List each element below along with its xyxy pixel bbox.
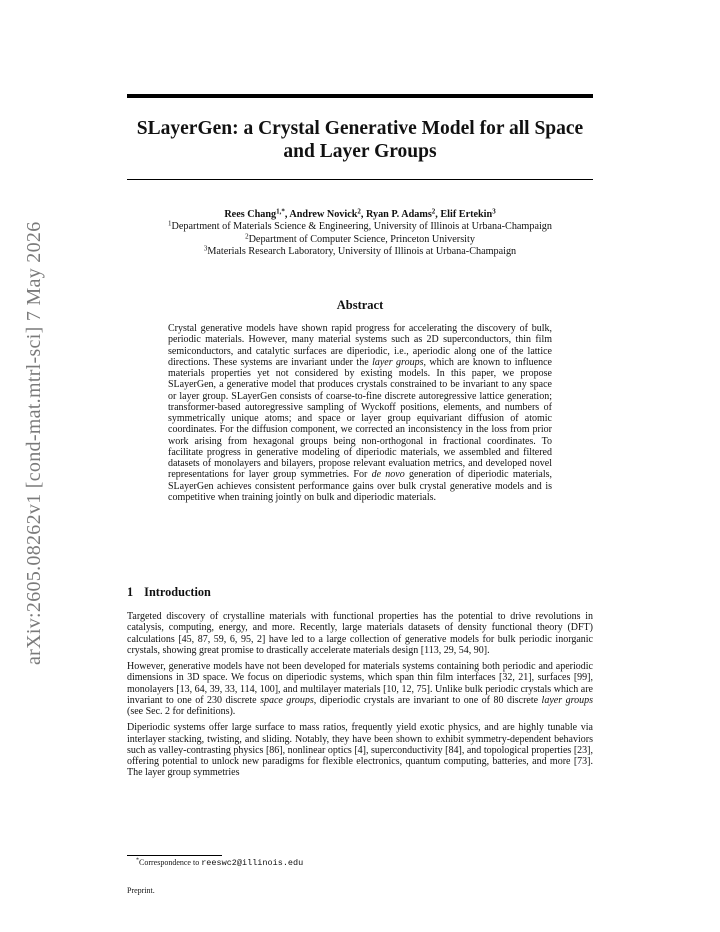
footnote — [136, 858, 303, 868]
affiliation-text: Materials Research Laboratory, University of Illinois at Urbana-Champaign — [207, 246, 517, 258]
title-bottom-rule — [127, 179, 593, 180]
body-paragraph — [127, 661, 593, 717]
affiliation-sup: 2 — [245, 232, 249, 241]
footnote-email[interactable]: reeswc2@illinois.edu — [201, 858, 304, 868]
abstract-heading: Abstract — [336, 298, 384, 312]
author-name: Elif Ertekin — [440, 209, 493, 220]
section-heading — [127, 585, 211, 600]
affiliation — [110, 246, 610, 258]
abstract-italic: layer groups — [372, 356, 424, 368]
author-sup: 2 — [431, 207, 436, 216]
section-number: 1 — [127, 585, 134, 599]
paper-title: SLayerGen: a Crystal Generative Model for all Space and Layer Groups — [136, 118, 584, 162]
author-block — [110, 209, 610, 259]
preprint-label: Preprint. — [127, 886, 155, 895]
author-name: Rees Chang — [224, 209, 277, 220]
section-body — [127, 611, 593, 784]
body-paragraph: Diperiodic systems offer large surface to mass ratios, frequently yield exotic physics, and are highly tunable via interlayer stacking, twisting, and sliding. Notably, they have been shown to exhibit symmetry-dependent behaviors such as valley-contrasting physics [86], nonlinear optics [4], superconductivity [84], and topological properties [23], offering potential to unlock new paradigms for flexible electronics, quantum computing, batteries, and more [73]. The layer group symmetries — [127, 722, 593, 779]
author-name: Ryan P. Adams — [366, 209, 432, 220]
body-text: However, generative models have not been developed for materials systems containing both periodic and aperiodic dimensions in 3D space. We focus on diperiodic systems, which span thin film interfaces [32, 21], surfaces [99], monolayers [13, 64, 39, 33, 114, 100], and multilayer materials [10, 12, 75]. Unlike bulk periodic crystals which are invariant to one of 230 discrete — [127, 661, 593, 706]
footnote-text: Correspondence to — [139, 858, 202, 867]
author-sup: 3 — [492, 207, 496, 216]
affiliation — [110, 221, 610, 233]
body-text: (see Sec. 2 for definitions). — [127, 706, 236, 717]
affiliation-text: Department of Computer Science, Princeton University — [248, 233, 475, 245]
abstract-italic: de novo — [371, 469, 405, 481]
affiliation-sup: 3 — [203, 244, 208, 253]
abstract-body — [168, 323, 552, 503]
author-sup: 1,* — [276, 207, 285, 216]
affiliation-text: Department of Materials Science & Engineering, University of Illinois at Urbana-Champaign — [171, 221, 552, 233]
title-top-rule — [127, 94, 593, 98]
body-text: , diperiodic crystals are invariant to one of 80 discrete — [313, 694, 542, 706]
author-sup: 2 — [357, 207, 361, 216]
affiliation-sup: 1 — [167, 219, 172, 228]
body-paragraph: Targeted discovery of crystalline materials with functional properties has the potential to drive revolutions in catalysis, computing, energy, and more. Recently, large materials datasets of density functional theory (DFT) calculations [45, 87, 59, 6, 95, 2] have led to a large collection of generative models for bulk periodic inorganic crystals, showing great promise to drastically accelerate materials design [113, 29, 54, 90]. — [127, 611, 593, 656]
affiliation — [110, 234, 610, 246]
footnote-rule — [127, 855, 222, 856]
abstract-paragraph — [168, 323, 552, 503]
author-name: Andrew Novick — [289, 209, 358, 220]
body-italic: space groups — [260, 694, 314, 706]
abstract-text: Crystal generative models have shown rapid progress for accelerating the discovery of bulk, periodic materials. However, many material systems such as 2D superconductors, thin film semiconductors, and catalytic surfaces are diperiodic, i.e., aperiodic along one of the lattice directions. These systems are invariant under the — [168, 323, 552, 368]
body-italic: layer groups — [541, 694, 593, 706]
abstract-text: generation of diperiodic materials, SLayerGen achieves consistent performance gains over bulk crystal generative models and is competitive when training jointly on bulk and diperiodic materials. — [168, 469, 552, 503]
arxiv-identifier: arXiv:2605.08262v1 [cond-mat.mtrl-sci] 7 May 2026 — [23, 221, 45, 665]
author-list: Rees Chang$^{1,*}$, Andrew Novick$^2$, Ryan P. Adams$^2$, Elif Ertekin$^3$ — [224, 207, 496, 220]
footnote-marker: * — [136, 857, 139, 864]
abstract-text: , which are known to influence materials properties yet not considered by existing models. In this paper, we propose SLayerGen, a generative model that produces crystals constrained to be invariant to any space or layer group. SLayerGen consists of coarse-to-fine discrete autoregressive lattice generation; transformer-based autoregressive sampling of Wyckoff positions, elements, and numbers of symmetrically unique atoms; and space or layer group equivariant diffusion of atomic coordinates. For the diffusion component, we corrected an inconsistency in the loss from prior work arising from hexagonal groups being non-orthogonal in fractional coordinates. To facilitate progress in generative modeling of diperiodic materials, we assembled and filtered datasets of monolayers and bilayers, propose relevant evaluation metrics, and developed novel representations for layer group symmetries. For — [168, 356, 552, 481]
section-title: Introduction — [144, 585, 211, 599]
